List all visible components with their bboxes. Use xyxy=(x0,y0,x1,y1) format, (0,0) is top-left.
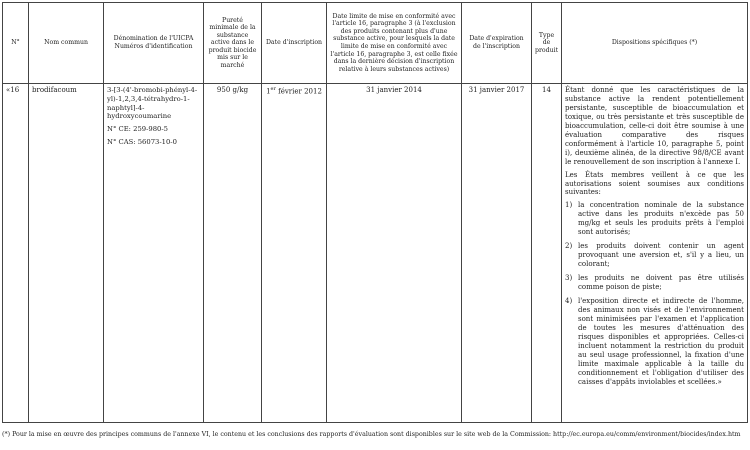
header-common-name: Nom commun xyxy=(29,3,104,84)
inclusion-day: 1 xyxy=(266,87,271,96)
cell-expiry: 31 janvier 2017 xyxy=(462,84,532,423)
cell-provisions xyxy=(562,84,748,423)
conditions-list xyxy=(565,201,744,386)
cell-product-type: 14 xyxy=(532,84,562,423)
provisions-para-2: Les États membres veillent à ce que les autorisations soient soumises aux conditions suivantes: xyxy=(565,170,744,197)
cell-purity: 950 g/kg xyxy=(204,84,262,423)
table-row xyxy=(3,84,748,423)
header-row xyxy=(3,3,748,84)
list-item: 3) les produits ne doivent pas être utilisés comme poison de piste; xyxy=(565,274,744,292)
header-deadline: Date limite de mise en conformité avec l'article 16, paragraphe 3 (à l'exclusion des produits contenant plus d'une substance active, pour lesquels la date limite de mise en conformité avec l'article 16, paragraphe 3, est celle fixée dans la dernière décision d'inscription relative à leurs substances actives) xyxy=(327,3,462,84)
cell-inclusion-date xyxy=(262,84,327,423)
cas-number: N° CAS: 56073-10-0 xyxy=(107,138,177,147)
footnote: (*) Pour la mise en œuvre des principes communs de l'annexe VI, le contenu et les conclusions des rapports d'évaluation sont disponibles sur le site web de la Commission: http://ec.europa.eu/comm/environment/biocides/index.htm xyxy=(2,431,741,438)
iupac-name: 3-[3-(4'-bromobi-phényl-4-yl)-1,2,3,4-tétrahydro-1-naphtyl]-4-hydroxycoumarine xyxy=(107,86,198,121)
substances-table xyxy=(2,2,748,423)
inclusion-sup: er xyxy=(270,86,276,92)
header-product-type: Type de produit xyxy=(532,3,562,84)
cell-iupac xyxy=(104,84,204,423)
header-provisions: Dispositions spécifiques (*) xyxy=(562,3,748,84)
ec-number: N° CE: 259-980-5 xyxy=(107,125,168,134)
header-expiry: Date d'expiration de l'inscription xyxy=(462,3,532,84)
header-purity: Pureté minimale de la substance active dans le produit biocide mis sur le marché xyxy=(204,3,262,84)
cell-no: «16 xyxy=(3,84,29,423)
header-iupac: Dénomination de l'UICPA Numéros d'identification xyxy=(104,3,204,84)
inclusion-rest: février 2012 xyxy=(275,87,322,96)
list-item: 2) les produits doivent contenir un agent provoquant une aversion et, s'il y a lieu, un colorant; xyxy=(565,242,744,269)
header-no: N° xyxy=(3,3,29,84)
list-item: 1) la concentration nominale de la substance active dans les produits n'excède pas 50 mg/kg et seuls les produits prêts à l'emploi sont autorisés; xyxy=(565,201,744,237)
cell-common-name: brodifacoum xyxy=(29,84,104,423)
provisions-para-1: Étant donné que les caractéristiques de la substance active la rendent potentiellement persistante, susceptible de bioaccumulation et toxique, ou très persistante et très susceptible de bioaccumulation, celle-ci doit être soumise à une évaluation comparative des risques conformément à l'article 10, paragraphe 5, point i), deuxième alinéa, de la directive 98/8/CE avant le renouvellement de son inscription à l'annexe I. xyxy=(565,86,744,166)
header-inclusion-date: Date d'inscription xyxy=(262,3,327,84)
cell-deadline: 31 janvier 2014 xyxy=(327,84,462,423)
list-item: 4) l'exposition directe et indirecte de l'homme, des animaux non visés et de l'environnement sont minimisées par l'examen et l'application de toutes les mesures d'atténuation des risques disponibles et appropriées. Celles-ci incluent notamment la restriction du produit au seul usage professionnel, la fixation d'une limite maximale applicable à la taille du conditionnement et l'obligation d'utiliser des caisses d'appâts inviolables et scellées.» xyxy=(565,297,744,386)
